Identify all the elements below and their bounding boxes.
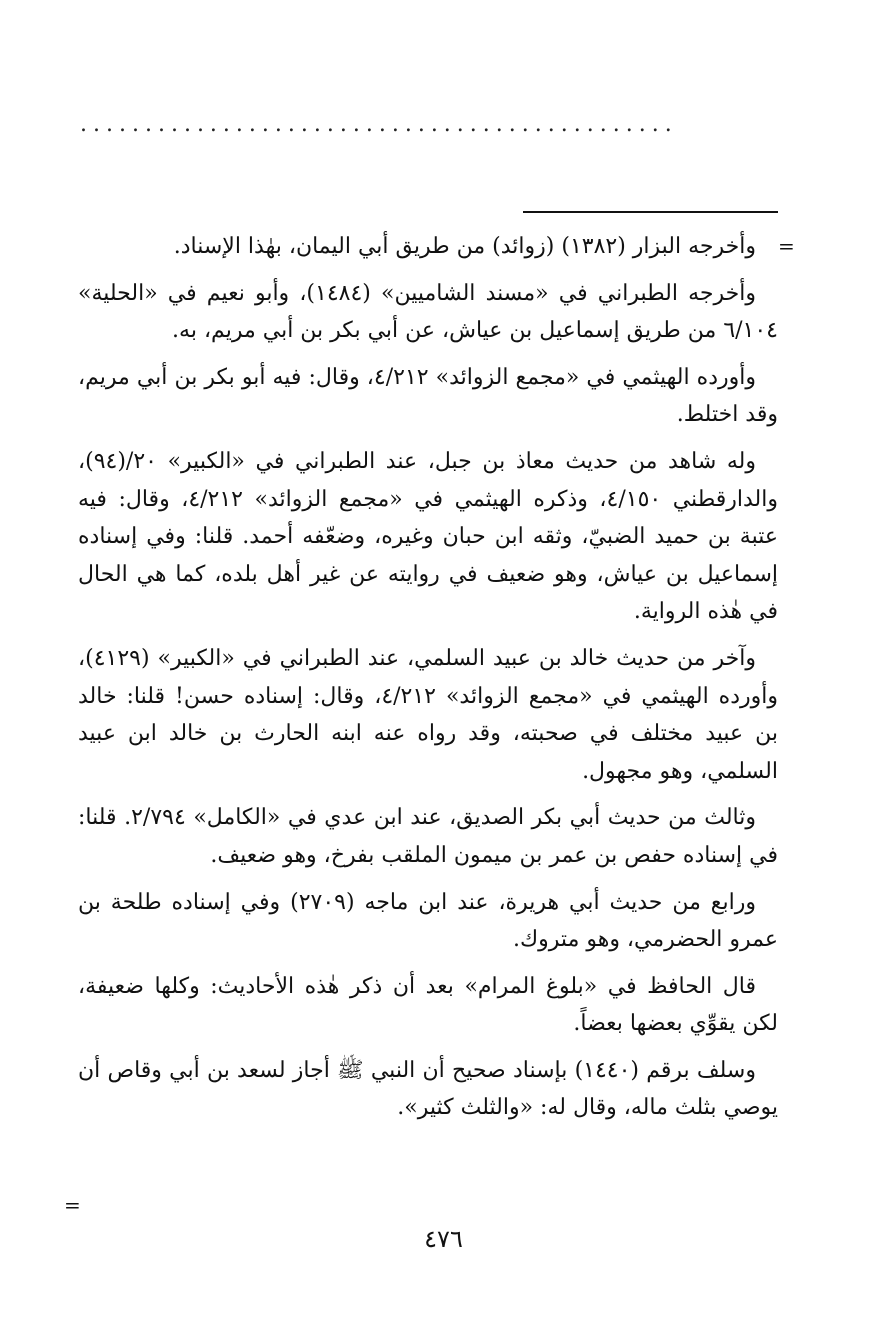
- continuation-mark-top: =: [778, 234, 795, 258]
- footnote-rule: [523, 211, 778, 213]
- footnote-paragraph: وسلف برقم (١٤٤٠) بإسناد صحيح أن النبي ﷺ أجاز لسعد بن أبي وقاص أن يوصي بثلث ماله، وقال له: «والثلث كثير».: [78, 1057, 778, 1121]
- footnote-paragraph: قال الحافظ في «بلوغ المرام» بعد أن ذكر هٰذه الأحاديث: وكلها ضعيفة، لكن يقوِّي بعضها بعضاً.: [78, 973, 778, 1037]
- footnote-paragraph: وأخرجه البزار (١٣٨٢) (زوائد) من طريق أبي اليمان، بهٰذا الإسناد.: [173, 234, 756, 259]
- footnote-paragraph: وثالث من حديث أبي بكر الصديق، عند ابن عدي في «الكامل» ٢/٧٩٤. قلنا: في إسناده حفص بن عمر بن ميمون الملقب بفرخ، وهو ضعيف.: [78, 805, 778, 868]
- footnote-paragraph: وله شاهد من حديث معاذ بن جبل، عند الطبراني في «الكبير» ٢٠/(٩٤)، والدارقطني ٤/١٥٠، وذكره الهيثمي في «مجمع الزوائد» ٤/٢١٢، وقال: فيه عتبة بن حميد الضبيّ، وثقه ابن حبان وغيره، وضعّفه أحمد. قلنا: وفي إسناده إسماعيل بن عياش، وهو ضعيف في روايته عن غير أهل بلده، كما هي الحال في هٰذه الرواية.: [78, 448, 778, 625]
- page-number: ٤٧٦: [424, 1225, 463, 1253]
- footnotes-block: [78, 228, 778, 1136]
- footnote-paragraph: وآخر من حديث خالد بن عبيد السلمي، عند الطبراني في «الكبير» (٤١٢٩)، وأورده الهيثمي في «مجمع الزوائد» ٤/٢١٢، وقال: إسناده حسن! قلنا: خالد بن عبيد مختلف في صحبته، وقد رواه عنه ابنه الحارث بن خالد ابن عبيد السلمي، وهو مجهول.: [78, 645, 778, 784]
- footnote-paragraph: وأخرجه الطبراني في «مسند الشاميين» (١٤٨٤)، وأبو نعيم في «الحلية» ٦/١٠٤ من طريق إسماعيل بن عياش، عن أبي بكر بن أبي مريم، به.: [78, 280, 778, 344]
- separator-dots: ..............................................: [80, 112, 678, 137]
- footnote-paragraph: ورابع من حديث أبي هريرة، عند ابن ماجه (٢٧٠٩) وفي إسناده طلحة بن عمرو الحضرمي، وهو متروك.: [78, 889, 778, 953]
- footnote-paragraph: وأورده الهيثمي في «مجمع الزوائد» ٤/٢١٢، وقال: فيه أبو بكر بن أبي مريم، وقد اختلط.: [78, 364, 778, 428]
- continuation-mark-bottom: =: [64, 1193, 81, 1217]
